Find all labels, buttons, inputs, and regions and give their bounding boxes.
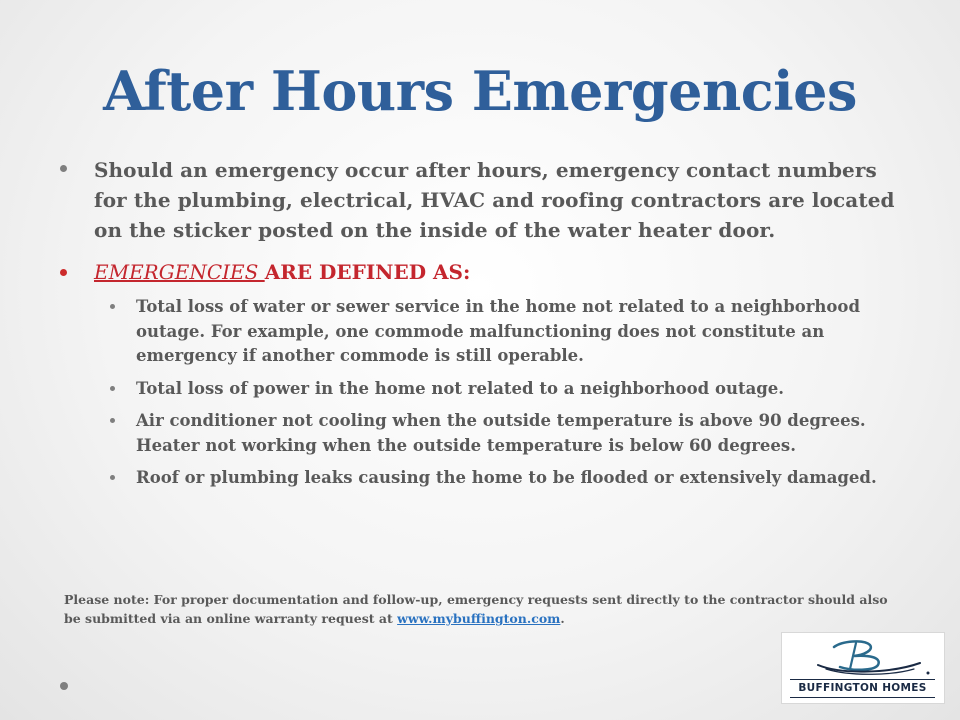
empty-bullet-dot-icon [60, 682, 68, 690]
list-item-text: Total loss of power in the home not related to a neighborhood outage. [136, 378, 785, 398]
mybuffington-link[interactable]: www.mybuffington.com [397, 611, 561, 626]
bullet-emergencies-defined [56, 257, 916, 287]
list-item [110, 377, 916, 402]
bullet-dot-icon [60, 269, 67, 276]
note-end: . [560, 611, 565, 626]
bullet-text: Should an emergency occur after hours, emergency contact numbers for the plumbing, electrical, HVAC and roofing contractors are located on the sticker posted on the inside of the water heater door. [94, 158, 895, 242]
bullet-dot-icon [110, 475, 115, 480]
emergency-definitions-list [56, 295, 916, 491]
bullet-dot-icon [110, 418, 115, 423]
note-text: Please note: For proper documentation and follow-up, emergency requests sent directly to the contractor should also be submitted via an online warranty request at [64, 592, 888, 626]
emergencies-emphasis: EMERGENCIES [94, 260, 265, 284]
buffington-b-swoosh-logo-icon [782, 633, 944, 679]
list-item-text: Total loss of water or sewer service in the home not related to a neighborhood outage. For example, one commode malfunctioning does not constitute an emergency if another commode is still operable. [136, 297, 860, 365]
list-item-text: Roof or plumbing leaks causing the home to be flooded or extensively damaged. [136, 468, 877, 487]
defined-as-label: ARE DEFINED AS: [264, 260, 471, 284]
bullet-dot-icon [60, 165, 67, 172]
bullet-dot-icon [110, 386, 115, 391]
please-note [64, 590, 894, 628]
list-item [110, 295, 916, 369]
list-item [110, 466, 916, 491]
logo-text: BUFFINGTON HOMES [790, 679, 935, 698]
slide-content [56, 155, 916, 499]
list-item [110, 409, 916, 458]
bullet-dot-icon [110, 304, 115, 309]
slide-title: After Hours Emergencies [103, 59, 857, 123]
buffington-homes-logo [781, 632, 945, 704]
bullet-after-hours-contacts [56, 155, 916, 245]
list-item-text: Air conditioner not cooling when the outside temperature is above 90 degrees. Heater not working when the outside temperature is below 60 degrees. [136, 411, 866, 455]
